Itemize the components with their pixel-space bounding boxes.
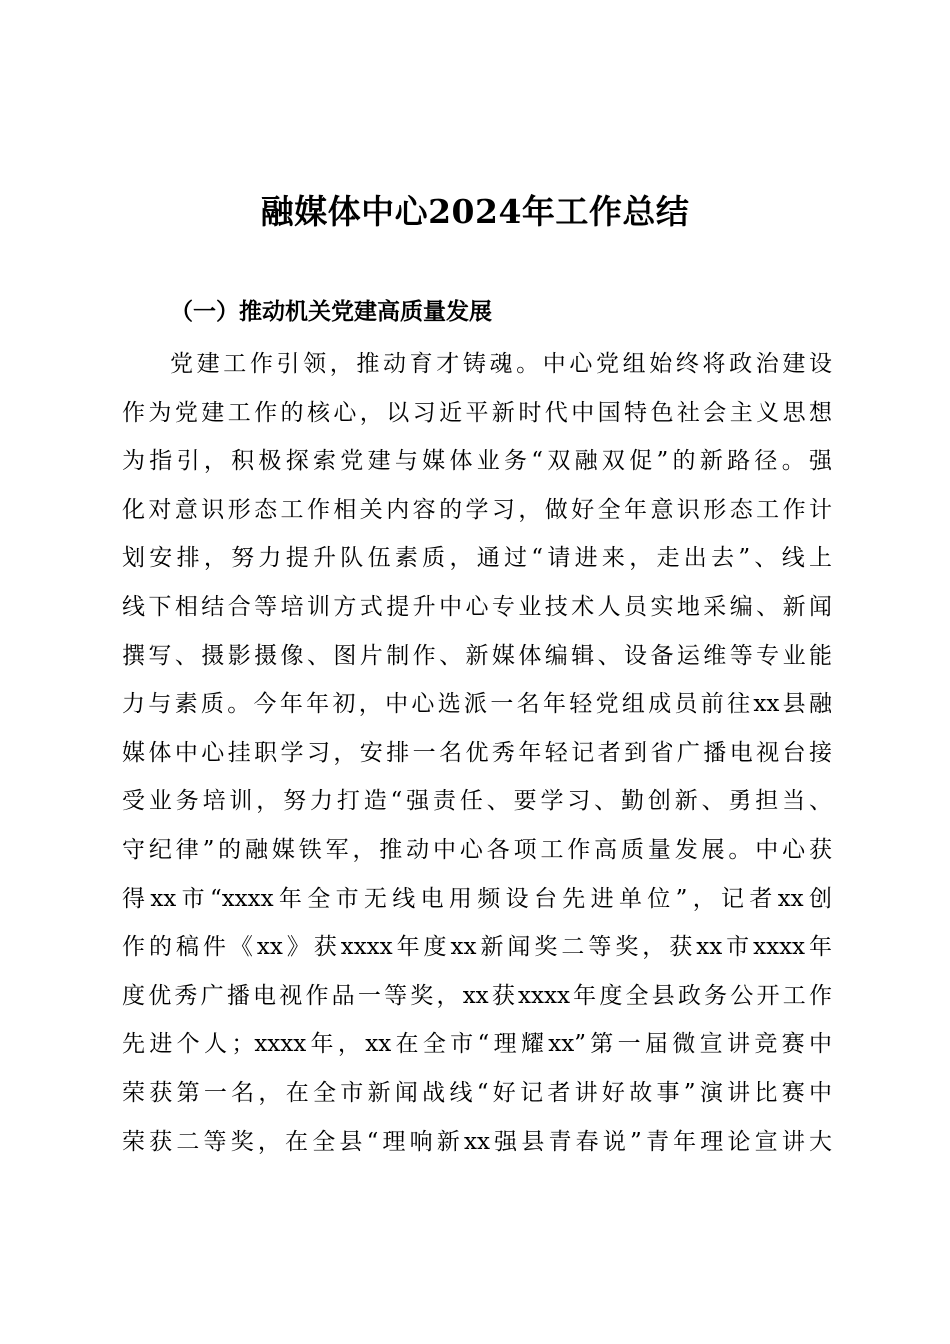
body-paragraph [122, 340, 832, 1166]
paragraph-line: 线下相结合等培训方式提升中心专业技术人员实地采编、新闻 [122, 593, 832, 620]
document-title: 融媒体中心2024年工作总结 [260, 192, 690, 231]
paragraph-line: 受业务培训，努力打造“强责任、要学习、勤创新、勇担当、 [122, 788, 832, 815]
paragraph-line: 媒体中心挂职学习，安排一名优秀年轻记者到省广播电视台接 [122, 739, 832, 766]
paragraph-line: 度优秀广播电视作品一等奖，xx获xxxx年度全县政务公开工作 [122, 982, 832, 1009]
paragraph-line: 守纪律”的融媒铁军，推动中心各项工作高质量发展。中心获 [122, 836, 832, 863]
paragraph-line: 得xx市“xxxx年全市无线电用频设台先进单位”，记者xx创 [122, 885, 832, 912]
paragraph-line: 作的稿件《xx》获xxxx年度xx新闻奖二等奖，获xx市xxxx年 [122, 934, 832, 961]
paragraph-line: 力与素质。今年年初，中心选派一名年轻党组成员前往xx县融 [122, 691, 832, 718]
paragraph-line: 为指引，积极探索党建与媒体业务“双融双促”的新路径。强 [122, 448, 832, 475]
paragraph-line: 荣获第一名，在全市新闻战线“好记者讲好故事”演讲比赛中 [122, 1079, 832, 1106]
paragraph-line: 作为党建工作的核心，以习近平新时代中国特色社会主义思想 [122, 399, 832, 426]
paragraph-line: 化对意识形态工作相关内容的学习，做好全年意识形态工作计 [122, 496, 832, 523]
paragraph-line: 撰写、摄影摄像、图片制作、新媒体编辑、设备运维等专业能 [122, 642, 832, 669]
paragraph-line: 划安排，努力提升队伍素质，通过“请进来，走出去”、线上 [122, 545, 832, 572]
paragraph-line: 荣获二等奖，在全县“理响新xx强县青春说”青年理论宣讲大 [122, 1128, 832, 1155]
paragraph-line: 党建工作引领，推动育才铸魂。中心党组始终将政治建设 [170, 351, 832, 377]
section-heading: （一）推动机关党建高质量发展 [170, 299, 492, 325]
paragraph-line: 先进个人；xxxx年，xx在全市“理耀xx”第一届微宣讲竞赛中 [122, 1031, 832, 1058]
